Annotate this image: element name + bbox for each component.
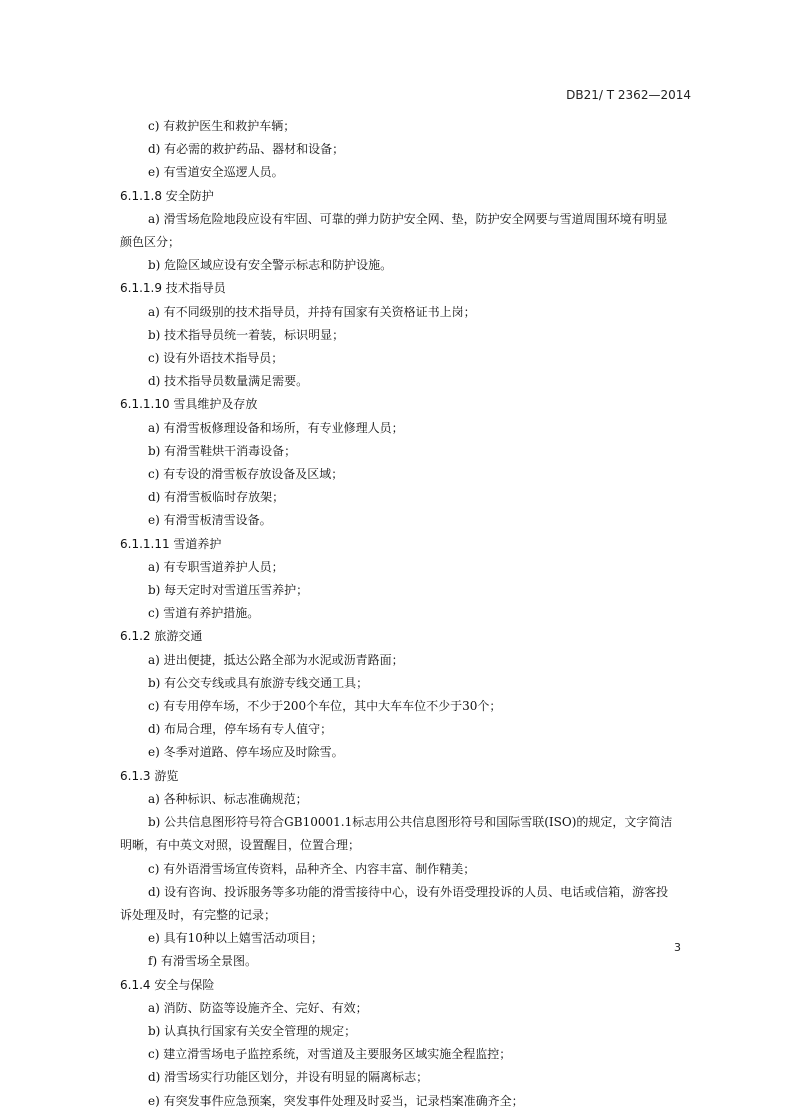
section-heading: 6.1.1.10 雪具维护及存放 [120, 397, 258, 412]
list-item: e) 冬季对道路、停车场应及时除雪。 [148, 745, 344, 760]
list-item: a) 有不同级别的技术指导员，并持有国家有关资格证书上岗； [148, 304, 476, 319]
list-item: c) 有专设的滑雪板存放设备及区域； [148, 467, 344, 482]
list-item: c) 有专用停车场，不少于200个车位，其中大车车位不少于30个； [148, 699, 502, 714]
list-item-continuation: 明晰，有中英文对照，设置醒目，位置合理； [120, 838, 361, 853]
list-item: b) 危险区域应设有安全警示标志和防护设施。 [148, 258, 393, 273]
list-item: b) 公共信息图形符号符合GB10001.1标志用公共信息图形符号和国际雪联(ISO)的规定，文字简洁 [148, 815, 673, 830]
list-item: a) 各种标识、标志准确规范； [148, 791, 308, 806]
section-heading: 6.1.1.9 技术指导员 [120, 281, 226, 296]
list-item: a) 消防、防盗等设施齐全、完好、有效； [148, 1000, 368, 1015]
list-item: a) 进出便捷，抵达公路全部为水泥或沥青路面； [148, 652, 404, 667]
list-item: d) 布局合理，停车场有专人值守； [148, 722, 333, 737]
list-item: a) 有专职雪道养护人员； [148, 559, 284, 574]
standard-number: DB21/ T 2362—2014 [566, 88, 691, 102]
list-item-continuation: 诉处理及时，有完整的记录； [120, 907, 277, 922]
list-item: b) 每天定时对雪道压雪养护； [148, 583, 309, 598]
list-item: b) 技术指导员统一着装，标识明显； [148, 327, 345, 342]
list-item: a) 有滑雪板修理设备和场所，有专业修理人员； [148, 420, 404, 435]
list-item: e) 具有10种以上嬉雪活动项目； [148, 931, 323, 946]
list-item: c) 设有外语技术指导员； [148, 351, 284, 366]
list-item: b) 认真执行国家有关安全管理的规定； [148, 1023, 357, 1038]
list-item: e) 有突发事件应急预案，突发事件处理及时妥当，记录档案准确齐全； [148, 1093, 524, 1108]
list-item: d) 滑雪场实行功能区划分，并设有明显的隔离标志； [148, 1070, 429, 1085]
section-heading: 6.1.2 旅游交通 [120, 629, 203, 644]
list-item: d) 技术指导员数量满足需要。 [148, 374, 309, 389]
list-item: d) 有滑雪板临时存放架； [148, 490, 285, 505]
list-item: d) 有必需的救护药品、器材和设备； [148, 142, 345, 157]
list-item-continuation: 颜色区分； [120, 235, 181, 250]
list-item: c) 有救护医生和救护车辆； [148, 119, 296, 133]
list-item: c) 雪道有养护措施。 [148, 606, 260, 621]
section-heading: 6.1.1.11 雪道养护 [120, 536, 222, 551]
section-heading: 6.1.1.8 安全防护 [120, 188, 214, 203]
list-item: c) 建立滑雪场电子监控系统，对雪道及主要服务区域实施全程监控； [148, 1047, 512, 1062]
list-item: e) 有滑雪板清雪设备。 [148, 513, 272, 528]
list-item: b) 有滑雪鞋烘干消毒设备； [148, 443, 297, 458]
list-item: f) 有滑雪场全景图。 [148, 954, 257, 969]
list-item: a) 滑雪场危险地段应设有牢固、可靠的弹力防护安全网、垫，防护安全网要与雪道周围环境有明显 [148, 211, 668, 226]
list-item: b) 有公交专线或具有旅游专线交通工具； [148, 675, 369, 690]
section-heading: 6.1.4 安全与保险 [120, 977, 215, 992]
list-item: d) 设有咨询、投诉服务等多功能的滑雪接待中心，设有外语受理投诉的人员、电话或信箱，游客投 [148, 884, 669, 899]
section-heading: 6.1.3 游览 [120, 768, 179, 783]
list-item: c) 有外语滑雪场宣传资料，品种齐全、内容丰富、制作精美； [148, 861, 476, 876]
page-number: 3 [674, 941, 681, 954]
list-item: e) 有雪道安全巡逻人员。 [148, 165, 284, 180]
document-body [105, 115, 695, 1113]
